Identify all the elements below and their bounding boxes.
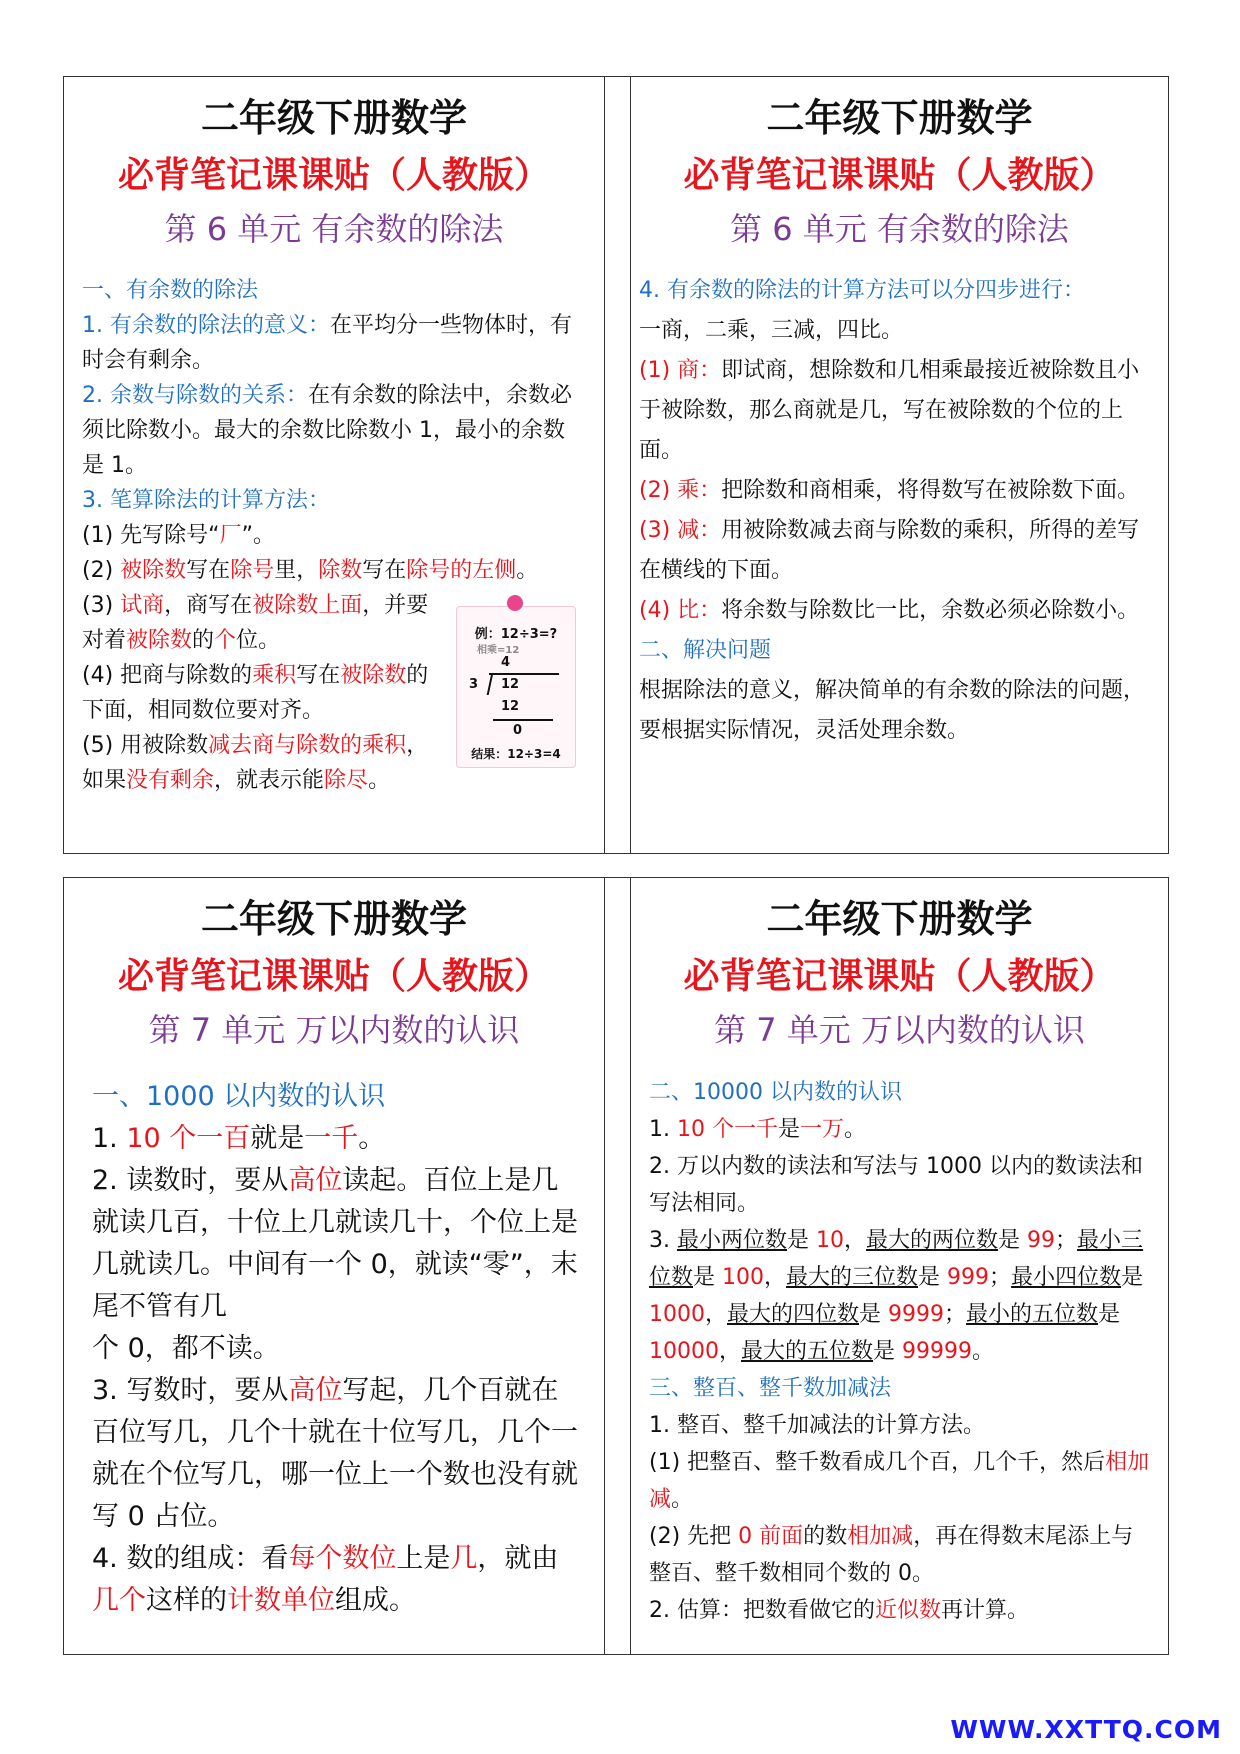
example-divisor: 3 bbox=[469, 677, 479, 692]
steps-column bbox=[82, 588, 442, 798]
division-bar bbox=[489, 673, 559, 675]
grade-title: 二年级下册数学 bbox=[200, 896, 467, 941]
example-result: 结果：12÷3=4 bbox=[471, 747, 561, 761]
step: (4) 把商与除数的乘积写在被除数的下面，相同数位要对齐。 bbox=[82, 663, 429, 723]
paragraph: 1. 有余数的除法的意义：在平均分一些物体时，有时会有剩余。 bbox=[82, 313, 572, 373]
grade-title: 二年级下册数学 bbox=[766, 896, 1033, 941]
panel-body bbox=[64, 273, 604, 798]
section-heading: 二、10000 以内数的认识 bbox=[649, 1080, 902, 1105]
step: (3) 试商，商写在被除数上面，并要对着被除数的个位。 bbox=[82, 593, 429, 653]
panel-unit7-part1 bbox=[64, 878, 605, 1654]
example-title: 例：12÷3=? bbox=[474, 627, 558, 642]
division-example-card bbox=[456, 606, 576, 768]
paragraph: 1. 整百、整千加减法的计算方法。 bbox=[649, 1413, 985, 1438]
panel-body bbox=[64, 1076, 604, 1622]
panel-unit6-part2 bbox=[630, 77, 1168, 853]
steps-with-example bbox=[82, 588, 586, 798]
unit-title: 第 7 单元 万以内数的认识 bbox=[148, 1011, 520, 1049]
grade-title: 二年级下册数学 bbox=[766, 95, 1033, 140]
panel-header bbox=[64, 91, 604, 253]
example-note: 相乘=12 bbox=[477, 645, 520, 656]
unit-title: 第 6 单元 有余数的除法 bbox=[164, 210, 504, 248]
series-title: 必背笔记课课贴（人教版） bbox=[683, 154, 1116, 196]
panel-header bbox=[631, 91, 1168, 253]
step: (4) 比：将余数与除数比一比，余数必须必除数小。 bbox=[639, 598, 1140, 623]
step: (3) 减：用被除数减去商与除数的乘积，所得的差写在横线的下面。 bbox=[639, 518, 1140, 583]
sheet-bottom bbox=[63, 877, 1169, 1655]
series-title: 必背笔记课课贴（人教版） bbox=[117, 955, 550, 997]
example-dividend: 12 bbox=[501, 677, 520, 692]
unit-title: 第 6 单元 有余数的除法 bbox=[730, 210, 1069, 248]
paragraph: 2. 余数与除数的关系：在有余数的除法中，余数必须比除数小。最大的余数比除数小 1，最小的余数是 1。 bbox=[82, 383, 572, 478]
sheet-top bbox=[63, 76, 1169, 854]
paragraph: 个 0，都不读。 bbox=[92, 1333, 280, 1364]
section-heading: 一、1000 以内数的认识 bbox=[92, 1081, 386, 1112]
paragraph: 2. 读数时，要从高位读起。百位上是几就读几百，十位上几就读几十，个位上是几就读几。中间有一个 0，就读“零”，末尾不管有几 bbox=[92, 1165, 578, 1322]
section-heading: 一、有余数的除法 bbox=[82, 278, 259, 303]
paragraph: 根据除法的意义，解决简单的有余数的除法的问题，要根据实际情况，灵活处理余数。 bbox=[639, 678, 1146, 743]
step: (5) 用被除数减去商与除数的乘积，如果没有剩余，就表示能除尽。 bbox=[82, 733, 429, 793]
section-heading: 二、解决问题 bbox=[639, 638, 772, 663]
step: (2) 先把 0 前面的数相加减，再在得数末尾添上与整百、整千数相同个数的 0。 bbox=[649, 1524, 1134, 1586]
paragraph: 3. 笔算除法的计算方法： bbox=[82, 488, 330, 513]
panel-body bbox=[631, 271, 1168, 751]
step: (2) 乘：把除数和商相乘，将得数写在被除数下面。 bbox=[639, 478, 1140, 503]
paragraph: 4. 数的组成：看每个数位上是几，就由几个这样的计数单位组成。 bbox=[92, 1543, 559, 1616]
series-title: 必背笔记课课贴（人教版） bbox=[117, 154, 550, 196]
pin-icon bbox=[507, 595, 523, 611]
paragraph: 2. 估算：把数看做它的近似数再计算。 bbox=[649, 1598, 1030, 1623]
panel-body bbox=[631, 1074, 1168, 1629]
paragraph: 1. 10 个一千是一万。 bbox=[649, 1117, 867, 1142]
grade-title: 二年级下册数学 bbox=[200, 95, 467, 140]
example-product: 12 bbox=[501, 699, 520, 714]
step: (1) 把整百、整千数看成几个百，几个千，然后相加减。 bbox=[649, 1450, 1150, 1512]
example-remainder: 0 bbox=[513, 723, 523, 738]
paragraph: 1. 10 个一百就是一千。 bbox=[92, 1123, 386, 1154]
unit-title: 第 7 单元 万以内数的认识 bbox=[714, 1011, 1085, 1049]
step: (1) 先写除号“厂”。 bbox=[82, 523, 275, 548]
division-bracket bbox=[487, 673, 493, 695]
site-watermark: WWW.XXTTQ.COM bbox=[950, 1715, 1222, 1744]
paragraph: 一商，二乘，三减，四比。 bbox=[639, 318, 904, 343]
paragraph: 2. 万以内数的读法和写法与 1000 以内的数读法和写法相同。 bbox=[649, 1154, 1143, 1216]
step: (2) 被除数写在除号里，除数写在除号的左侧。 bbox=[82, 558, 539, 583]
paragraph: 3. 写数时，要从高位写起，几个百就在百位写几，几个十就在十位写几，几个一就在个位写几，哪一位上一个数也没有就写 0 占位。 bbox=[92, 1375, 578, 1532]
panel-unit6-part1 bbox=[64, 77, 605, 853]
section-heading: 三、整百、整千数加减法 bbox=[649, 1376, 892, 1401]
step: (1) 商：即试商，想除数和几相乘最接近被除数且小于被除数，那么商就是几，写在被除数的个位的上面。 bbox=[639, 358, 1140, 463]
paragraph: 4. 有余数的除法的计算方法可以分四步进行： bbox=[639, 278, 1085, 303]
panel-header bbox=[64, 892, 604, 1054]
paragraph: 3. 最小两位数是 10，最大的两位数是 99；最小三位数是 100，最大的三位数是 999；最小四位数是 1000，最大的四位数是 9999；最小的五位数是 10000，最大的五位数是 99999。 bbox=[649, 1228, 1144, 1364]
panel-unit7-part2 bbox=[630, 878, 1168, 1654]
series-title: 必背笔记课课贴（人教版） bbox=[683, 955, 1116, 997]
example-quotient: 4 bbox=[501, 655, 511, 670]
panel-header bbox=[631, 892, 1168, 1054]
subtract-line bbox=[493, 719, 553, 721]
